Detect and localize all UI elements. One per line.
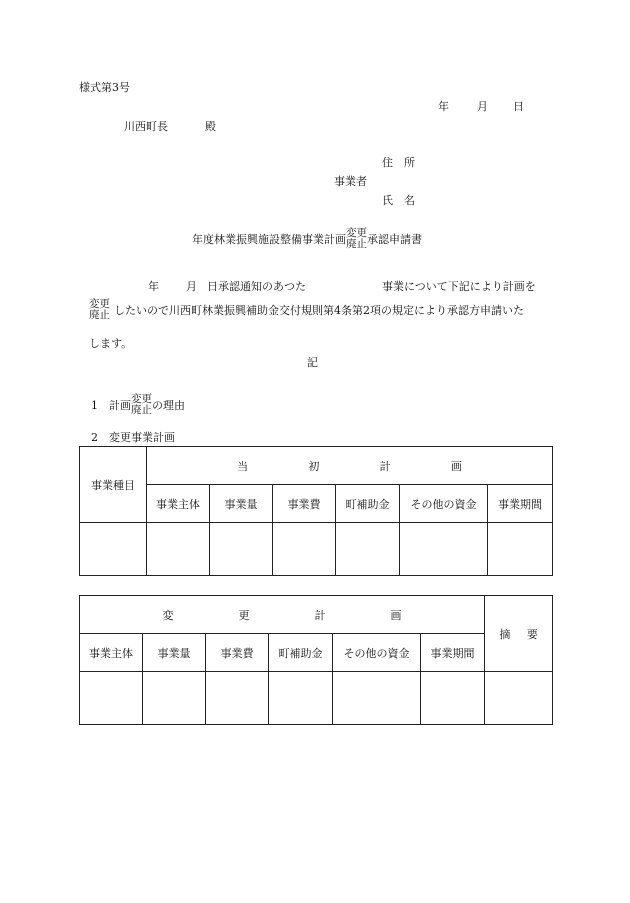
- date-month: 月: [477, 100, 488, 113]
- body-option-abolish: 廃止: [89, 309, 110, 322]
- applicant-label: 事業者: [334, 175, 367, 188]
- item1-suffix: の理由: [152, 398, 185, 412]
- item2: 2 変更事業計画: [91, 431, 175, 444]
- table1-group-char: 画: [450, 459, 462, 473]
- table2-group-char: 計: [314, 608, 326, 622]
- item1: [91, 394, 185, 416]
- changed-plan-table: [79, 595, 553, 725]
- table1-type-header: 事業種目: [80, 447, 147, 523]
- table1-cell[interactable]: [147, 523, 210, 576]
- table2-cell[interactable]: [206, 672, 269, 725]
- title-option-change: 変更: [346, 227, 367, 239]
- table2-group-char: 更: [238, 608, 250, 622]
- table2-cell[interactable]: [421, 672, 485, 725]
- date-year: 年: [438, 100, 449, 113]
- table2-remarks-char: 要: [526, 627, 538, 641]
- form-number: 様式第3号: [79, 81, 130, 94]
- table2-cell[interactable]: [485, 672, 553, 725]
- table2-remarks-char: 摘: [499, 627, 511, 641]
- addressee-honorific: 殿: [205, 120, 216, 133]
- title-option-abolish: 廃止: [346, 238, 367, 251]
- body-options: [89, 299, 110, 321]
- body-month: 月: [186, 280, 197, 293]
- item1-option-abolish: 廃止: [131, 404, 152, 417]
- table2-col-header: その他の資金: [333, 634, 421, 672]
- table1-col-header: 町補助金: [336, 485, 400, 523]
- table2-group-char: 画: [390, 608, 402, 622]
- body-line1-rest: 事業について下記により計画を: [382, 280, 536, 293]
- body-line2: [89, 299, 524, 321]
- table1-cell[interactable]: [210, 523, 273, 576]
- table2-col-header: 事業主体: [80, 634, 143, 672]
- date-day: 日: [513, 100, 524, 113]
- table2-remarks-header: [485, 596, 553, 672]
- table1-col-header: 事業主体: [147, 485, 210, 523]
- table1-col-header: 事業費: [273, 485, 336, 523]
- table2-col-header: 事業量: [143, 634, 206, 672]
- table2-group-char: 変: [162, 608, 174, 622]
- addressee-name: 川西町長: [124, 120, 168, 133]
- table1-col-header: その他の資金: [400, 485, 488, 523]
- table1-cell[interactable]: [80, 523, 147, 576]
- table2-cell[interactable]: [143, 672, 206, 725]
- table1-cell[interactable]: [336, 523, 400, 576]
- title-options: [346, 228, 367, 250]
- table2-col-header: 事業費: [206, 634, 269, 672]
- body-approved: 日承認通知のあつた: [207, 280, 306, 293]
- table1-group-char: 計: [379, 459, 391, 473]
- original-plan-table: [79, 446, 553, 576]
- table1-group-header: [147, 447, 553, 485]
- title-prefix: 年度林業振興施設整備事業計画: [192, 232, 346, 246]
- table1-col-header: 事業期間: [488, 485, 553, 523]
- body-option-change: 変更: [89, 298, 110, 310]
- table1-group-char: 当: [237, 459, 249, 473]
- table1-col-header: 事業量: [210, 485, 273, 523]
- address-label: 住 所: [382, 156, 415, 169]
- name-label: 氏 名: [382, 194, 415, 207]
- document-title: [192, 228, 422, 250]
- body-line3: します。: [89, 337, 133, 350]
- table1-cell[interactable]: [400, 523, 488, 576]
- table1-cell[interactable]: [273, 523, 336, 576]
- table2-cell[interactable]: [333, 672, 421, 725]
- table2-col-header: 町補助金: [269, 634, 333, 672]
- item1-options: [131, 394, 152, 416]
- table2-cell[interactable]: [269, 672, 333, 725]
- body-year: 年: [148, 280, 159, 293]
- item1-option-change: 変更: [131, 393, 152, 405]
- ki-label: 記: [307, 356, 318, 369]
- table1-group-char: 初: [308, 459, 320, 473]
- table2-group-header: [80, 596, 485, 634]
- title-suffix: 承認申請書: [367, 232, 422, 246]
- table2-cell[interactable]: [80, 672, 143, 725]
- table1-cell[interactable]: [488, 523, 553, 576]
- table2-col-header: 事業期間: [421, 634, 485, 672]
- item1-prefix: 1 計画: [91, 398, 131, 412]
- body-line2-rest: したいので川西町林業振興補助金交付規則第4条第2項の規定により承認方申請いた: [114, 303, 524, 317]
